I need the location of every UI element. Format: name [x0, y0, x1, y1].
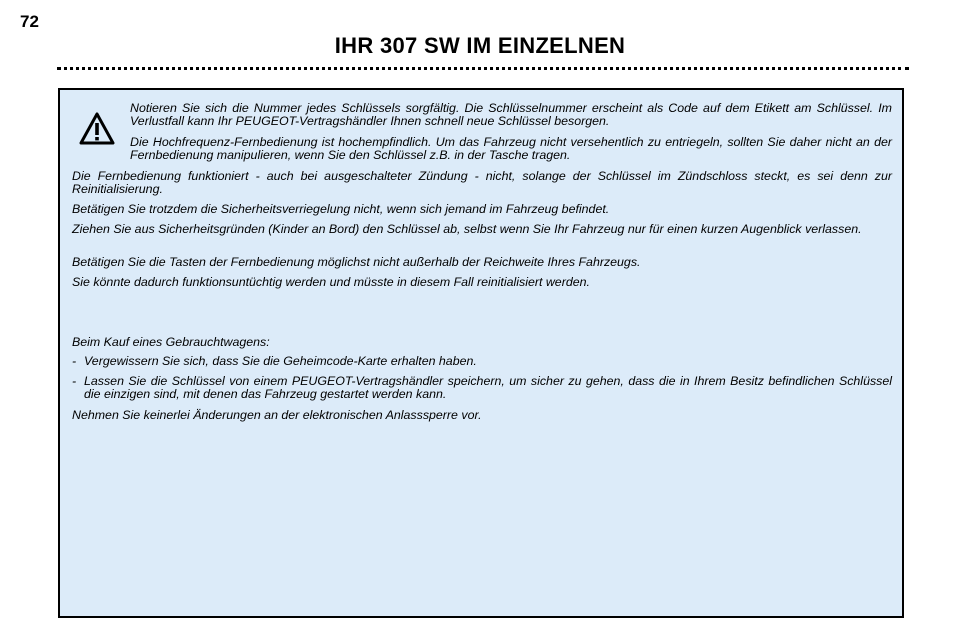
warning-paragraph: Notieren Sie sich die Nummer jedes Schlüssels sorgfältig. Die Schlüsselnummer erscheint als Code auf dem Etikett am Schlüssel. Im Verlustfall kann Ihr PEUGEOT-Vertragshändler Ihnen schnell neue Schlüssel besorgen. [130, 101, 892, 128]
page-title: IHR 307 SW IM EINZELNEN [334, 33, 626, 58]
list-item-text: Lassen Sie die Schlüssel von einem PEUGEOT-Vertragshändler speichern, um sicher zu gehen, dass die in Ihrem Besitz befindlichen Schlüssel die einzigen sind, mit denen das Fahrzeug gestartet werden kann. [84, 374, 892, 401]
page-number: 72 [20, 12, 39, 31]
warning-paragraph: Die Hochfrequenz-Fernbedienung ist hochempfindlich. Um das Fahrzeug nicht versehentlich zu entriegeln, sollten Sie daher nicht an der Fernbedienung manipulieren, wenn Sie den Schlüssel z.B. in der Tasche tragen. [130, 135, 892, 162]
warning-triangle-icon [79, 112, 115, 146]
list-dash: - [72, 374, 77, 388]
list-dash: - [72, 354, 77, 368]
body-paragraph: Betätigen Sie die Tasten der Fernbedienung möglichst nicht außerhalb der Reichweite Ihres Fahrzeugs. [72, 255, 641, 269]
body-paragraph: Betätigen Sie trotzdem die Sicherheitsverriegelung nicht, wenn sich jemand im Fahrzeug befindet. [72, 202, 610, 216]
list-item [72, 355, 892, 368]
title-divider [57, 67, 909, 70]
list-item [72, 375, 892, 401]
used-car-heading: Beim Kauf eines Gebrauchtwagens: [72, 335, 270, 349]
closing-paragraph: Nehmen Sie keinerlei Änderungen an der elektronischen Anlasssperre vor. [72, 408, 482, 422]
body-paragraph: Die Fernbedienung funktioniert - auch bei ausgeschalteter Zündung - nicht, solange der Schlüssel im Zündschloss steckt, es sei denn zur Reinitialisierung. [72, 169, 892, 196]
body-paragraph: Ziehen Sie aus Sicherheitsgründen (Kinder an Bord) den Schlüssel ab, selbst wenn Sie Ihr Fahrzeug nur für einen kurzen Augenblick verlassen. [72, 222, 862, 236]
list-item-text: Vergewissern Sie sich, dass Sie die Geheimcode-Karte erhalten haben. [84, 354, 477, 368]
info-box [58, 88, 904, 618]
body-paragraph: Sie könnte dadurch funktionsuntüchtig werden und müsste in diesem Fall reinitialisiert werden. [72, 275, 590, 289]
